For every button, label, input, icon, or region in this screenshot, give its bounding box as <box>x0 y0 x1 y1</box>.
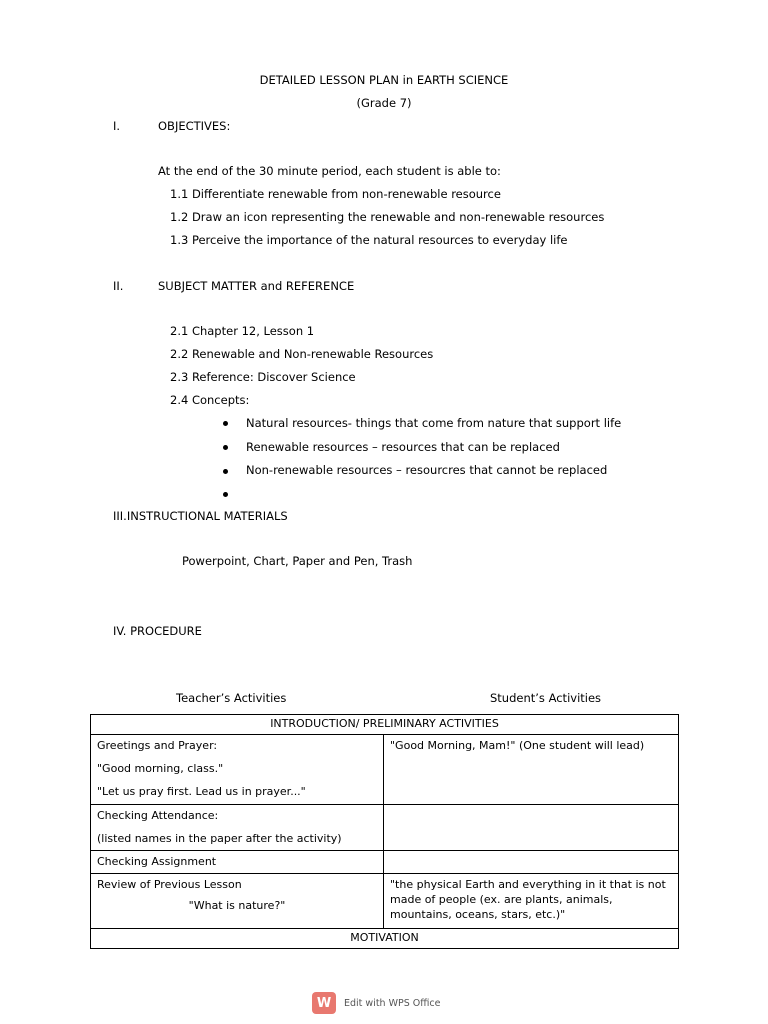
section-heading-procedure: IV. PROCEDURE <box>113 624 202 638</box>
concept-item: Natural resources- things that come from nature that support life <box>246 416 622 430</box>
student-cell <box>384 874 679 929</box>
cell-text: Greetings and Prayer: <box>97 739 218 752</box>
bullet-icon <box>223 421 228 426</box>
cell-text: Checking Assignment <box>97 855 217 868</box>
concept-item: Renewable resources – resources that can be replaced <box>246 440 560 454</box>
motivation-header: MOTIVATION <box>91 929 679 949</box>
bullet-icon <box>223 445 228 450</box>
wps-footer[interactable] <box>312 992 441 1014</box>
document-title: DETAILED LESSON PLAN in EARTH SCIENCE <box>259 73 509 87</box>
student-activities-label: Student’s Activities <box>490 691 602 705</box>
table-row <box>91 715 679 735</box>
cell-text: "Good morning, class." <box>97 762 224 775</box>
subject-item: 2.4 Concepts: <box>170 393 250 407</box>
table-row <box>91 851 679 874</box>
table-row <box>91 735 679 805</box>
cell-text: "Let us pray first. Lead us in prayer..." <box>97 785 306 798</box>
student-cell <box>384 805 679 851</box>
table-row <box>91 929 679 949</box>
wps-logo-icon: W <box>312 992 336 1014</box>
intro-header: INTRODUCTION/ PRELIMINARY ACTIVITIES <box>91 715 679 735</box>
teacher-activities-label: Teacher’s Activities <box>176 691 287 705</box>
teacher-cell <box>91 874 384 929</box>
teacher-cell <box>91 851 384 874</box>
cell-text: "the physical Earth and everything in it that is not made of people (ex. are plants, animals, mountains, oceans, stars, etc.)" <box>390 878 666 921</box>
cell-text: Checking Attendance: <box>97 809 219 822</box>
objective-item: 1.2 Draw an icon representing the renewable and non-renewable resources <box>170 210 605 224</box>
teacher-cell <box>91 735 384 805</box>
objective-item: 1.3 Perceive the importance of the natural resources to everyday life <box>170 233 568 247</box>
subject-item: 2.1 Chapter 12, Lesson 1 <box>170 324 315 338</box>
bullet-icon <box>223 469 228 474</box>
section-heading-subject-matter: SUBJECT MATTER and REFERENCE <box>158 279 355 293</box>
materials-list: Powerpoint, Chart, Paper and Pen, Trash <box>182 554 413 568</box>
student-cell <box>384 851 679 874</box>
cell-text: Review of Previous Lesson <box>97 878 242 891</box>
grade-label: (Grade 7) <box>356 96 412 110</box>
student-cell <box>384 735 679 805</box>
table-row <box>91 874 679 929</box>
section-heading-objectives: OBJECTIVES: <box>158 119 231 133</box>
objective-item: 1.1 Differentiate renewable from non-renewable resource <box>170 187 501 201</box>
cell-text: "Good Morning, Mam!" (One student will lead) <box>390 739 645 752</box>
cell-text: (listed names in the paper after the activity) <box>97 832 342 845</box>
bullet-icon <box>223 492 228 497</box>
table-row <box>91 805 679 851</box>
objectives-intro: At the end of the 30 minute period, each student is able to: <box>158 164 501 178</box>
subject-item: 2.2 Renewable and Non-renewable Resources <box>170 347 434 361</box>
section-numeral-objectives: I. <box>113 119 121 133</box>
concept-item: Non-renewable resources – resourcres that cannot be replaced <box>246 463 608 477</box>
subject-item: 2.3 Reference: Discover Science <box>170 370 356 384</box>
section-heading-materials: III.INSTRUCTIONAL MATERIALS <box>113 509 288 523</box>
cell-text: "What is nature?" <box>188 899 286 912</box>
section-numeral-subject-matter: II. <box>113 279 124 293</box>
teacher-cell <box>91 805 384 851</box>
edit-with-wps-link[interactable]: Edit with WPS Office <box>344 997 441 1009</box>
procedure-table <box>90 714 679 949</box>
